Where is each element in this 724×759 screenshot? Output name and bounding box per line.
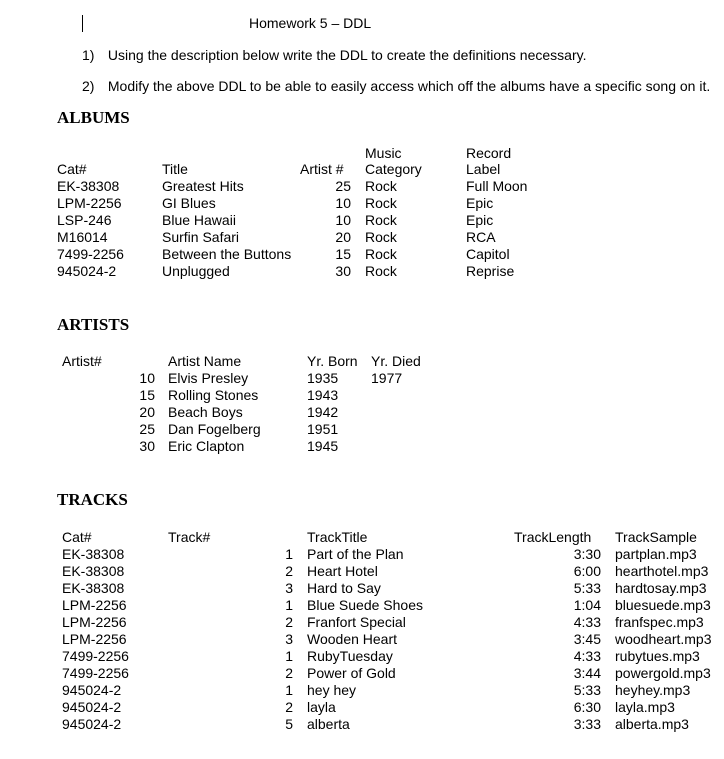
track-sample: bluesuede.mp3 xyxy=(615,597,711,613)
album-category: Rock xyxy=(365,246,397,262)
artist-born: 1943 xyxy=(307,387,339,403)
track-cat: 945024-2 xyxy=(62,682,122,698)
artist-id: 10 xyxy=(139,370,155,386)
text-cursor xyxy=(82,15,83,32)
track-cat: 945024-2 xyxy=(62,699,122,715)
artist-born: 1942 xyxy=(307,404,339,420)
album-cat: LSP-246 xyxy=(57,212,112,228)
item-number: 1) xyxy=(82,47,95,63)
artist-died: 1977 xyxy=(371,370,403,386)
track-length: 6:00 xyxy=(573,563,601,579)
album-artist: 30 xyxy=(335,263,351,279)
page-title: Homework 5 – DDL xyxy=(249,15,372,31)
artist-id: 30 xyxy=(139,438,155,454)
track-title: Heart Hotel xyxy=(307,563,378,579)
track-length: 4:33 xyxy=(573,614,601,630)
albums-header-cat: Cat# xyxy=(57,161,87,177)
item-number: 2) xyxy=(82,78,95,94)
track-number: 1 xyxy=(285,682,293,698)
album-cat: EK-38308 xyxy=(57,178,120,194)
track-length: 3:30 xyxy=(573,546,601,562)
track-number: 1 xyxy=(285,546,293,562)
album-title: Blue Hawaii xyxy=(162,212,236,228)
tracks-header-sample: TrackSample xyxy=(615,529,697,545)
track-sample: woodheart.mp3 xyxy=(615,631,712,647)
track-number: 3 xyxy=(285,580,293,596)
album-label: Reprise xyxy=(466,263,515,279)
artist-name: Rolling Stones xyxy=(168,387,259,403)
item-text: Modify the above DDL to be able to easily access which off the albums have a specific song on it. xyxy=(107,78,711,94)
track-cat: LPM-2256 xyxy=(62,614,127,630)
track-cat: EK-38308 xyxy=(62,563,125,579)
albums-heading: ALBUMS xyxy=(57,108,130,127)
track-title: RubyTuesday xyxy=(307,648,393,664)
item-text: Using the description below write the DDL to create the definitions necessary. xyxy=(107,47,587,63)
track-length: 1:04 xyxy=(573,597,601,613)
instruction-item-2 xyxy=(82,78,710,94)
tracks-heading: TRACKS xyxy=(57,490,128,509)
artists-header-id: Artist# xyxy=(62,353,102,369)
track-title: Franfort Special xyxy=(307,614,406,630)
track-number: 2 xyxy=(285,699,293,715)
album-title: Greatest Hits xyxy=(162,178,244,194)
album-category: Rock xyxy=(365,178,397,194)
album-label: Epic xyxy=(466,212,494,228)
album-category: Rock xyxy=(365,263,397,279)
track-title: Part of the Plan xyxy=(307,546,404,562)
albums-header-label: Label xyxy=(466,161,501,177)
track-sample: franfspec.mp3 xyxy=(615,614,704,630)
tracks-header-title: TrackTitle xyxy=(307,529,368,545)
instruction-item-1 xyxy=(82,47,586,63)
artist-born: 1951 xyxy=(307,421,339,437)
albums-header-title: Title xyxy=(162,161,188,177)
track-number: 2 xyxy=(285,614,293,630)
album-label: RCA xyxy=(466,229,496,245)
tracks-header-cat: Cat# xyxy=(62,529,92,545)
artists-heading: ARTISTS xyxy=(57,315,130,334)
track-cat: 945024-2 xyxy=(62,716,122,732)
artists-header-born: Yr. Born xyxy=(307,353,358,369)
track-number: 2 xyxy=(285,665,293,681)
track-sample: rubytues.mp3 xyxy=(615,648,700,664)
track-length: 3:45 xyxy=(573,631,601,647)
track-cat: 7499-2256 xyxy=(62,648,129,664)
track-length: 5:33 xyxy=(573,682,601,698)
track-title: layla xyxy=(307,699,336,715)
album-label: Epic xyxy=(466,195,494,211)
album-label: Capitol xyxy=(466,246,510,262)
tracks-header-track: Track# xyxy=(168,529,211,545)
track-cat: LPM-2256 xyxy=(62,631,127,647)
albums-header-record: Record xyxy=(466,145,512,161)
track-title: alberta xyxy=(307,716,350,732)
track-number: 1 xyxy=(285,597,293,613)
track-title: Hard to Say xyxy=(307,580,381,596)
track-title: Blue Suede Shoes xyxy=(307,597,423,613)
track-sample: partplan.mp3 xyxy=(615,546,697,562)
track-length: 3:33 xyxy=(573,716,601,732)
album-artist: 25 xyxy=(335,178,351,194)
album-artist: 10 xyxy=(335,212,351,228)
artist-name: Dan Fogelberg xyxy=(168,421,261,437)
artist-name: Beach Boys xyxy=(168,404,243,420)
track-sample: hardtosay.mp3 xyxy=(615,580,707,596)
albums-header-artist: Artist # xyxy=(300,161,344,177)
album-title: Between the Buttons xyxy=(162,246,292,262)
track-sample: layla.mp3 xyxy=(615,699,675,715)
track-cat: EK-38308 xyxy=(62,580,125,596)
artist-id: 25 xyxy=(139,421,155,437)
track-title: Power of Gold xyxy=(307,665,396,681)
album-artist: 10 xyxy=(335,195,351,211)
track-title: hey hey xyxy=(307,682,357,698)
track-title: Wooden Heart xyxy=(307,631,398,647)
album-category: Rock xyxy=(365,212,397,228)
album-title: Unplugged xyxy=(162,263,230,279)
album-artist: 15 xyxy=(335,246,351,262)
album-category: Rock xyxy=(365,229,397,245)
track-cat: 7499-2256 xyxy=(62,665,129,681)
album-label: Full Moon xyxy=(466,178,528,194)
album-cat: LPM-2256 xyxy=(57,195,122,211)
artists-header-died: Yr. Died xyxy=(371,353,421,369)
album-category: Rock xyxy=(365,195,397,211)
album-cat: 7499-2256 xyxy=(57,246,124,262)
track-length: 5:33 xyxy=(573,580,601,596)
artist-id: 15 xyxy=(139,387,155,403)
albums-header-music: Music xyxy=(365,145,402,161)
albums-header-category: Category xyxy=(365,161,422,177)
track-number: 3 xyxy=(285,631,293,647)
album-title: GI Blues xyxy=(162,195,216,211)
artist-name: Elvis Presley xyxy=(168,370,249,386)
album-cat: M16014 xyxy=(57,229,108,245)
track-length: 4:33 xyxy=(573,648,601,664)
artists-header-name: Artist Name xyxy=(168,353,242,369)
track-number: 1 xyxy=(285,648,293,664)
track-cat: LPM-2256 xyxy=(62,597,127,613)
track-cat: EK-38308 xyxy=(62,546,125,562)
track-sample: alberta.mp3 xyxy=(615,716,689,732)
track-number: 2 xyxy=(285,563,293,579)
track-number: 5 xyxy=(285,716,293,732)
track-sample: powergold.mp3 xyxy=(615,665,711,681)
tracks-header-length: TrackLength xyxy=(514,529,592,545)
artist-name: Eric Clapton xyxy=(168,438,245,454)
track-sample: heyhey.mp3 xyxy=(615,682,691,698)
artist-born: 1935 xyxy=(307,370,339,386)
track-sample: hearthotel.mp3 xyxy=(615,563,709,579)
track-length: 3:44 xyxy=(573,665,601,681)
album-title: Surfin Safari xyxy=(162,229,240,245)
artist-id: 20 xyxy=(139,404,155,420)
artist-born: 1945 xyxy=(307,438,339,454)
album-cat: 945024-2 xyxy=(57,263,117,279)
track-length: 6:30 xyxy=(573,699,601,715)
album-artist: 20 xyxy=(335,229,351,245)
